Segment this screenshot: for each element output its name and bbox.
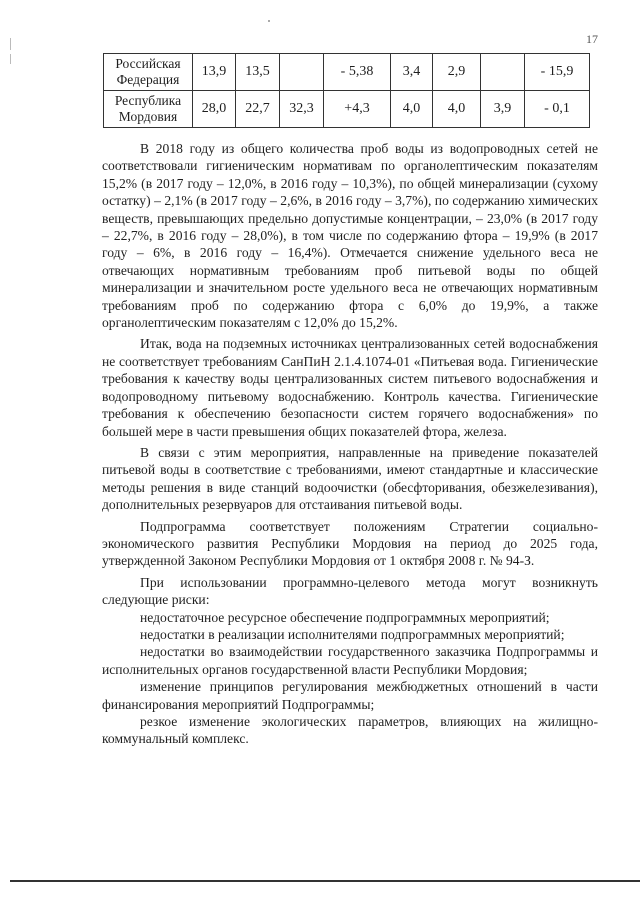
- body-text: [102, 140, 598, 748]
- scan-mark: [10, 54, 11, 64]
- table-cell: - 15,9: [525, 54, 590, 91]
- table-cell: 28,0: [193, 91, 236, 128]
- paragraph: Итак, вода на подземных источниках централизованных сетей водоснабжения не соответствует требованиям СанПиН 2.1.4.1074-01 «Питьевая вода. Гигиенические требования к качеству воды централизованных систем питьевого водоснабжения и водопроводному питьевому водоснабжению. Контроль качества. Гигиенические требования к обеспечению безопасности систем горячего водоснабжения» по большей мере в части превышения общих показателей фтора, железа.: [102, 336, 598, 439]
- list-item: недостатки во взаимодействии государственного заказчика Подпрограммы и исполнительных органов государственной власти Республики Мордовия;: [102, 644, 598, 677]
- scan-dot: [268, 20, 270, 22]
- table-cell: 3,9: [481, 91, 525, 128]
- table-cell: 2,9: [433, 54, 481, 91]
- list-item: недостаточное ресурсное обеспечение подпрограммных мероприятий;: [140, 609, 550, 625]
- table-cell: +4,3: [324, 91, 391, 128]
- table-cell: 32,3: [280, 91, 324, 128]
- table-cell: 3,4: [391, 54, 433, 91]
- paragraph: Подпрограмма соответствует положениям Стратегии социально-экономического развития Республики Мордовия на период до 2025 года, утвержденной Законом Республики Мордовия от 1 октября 2008 г. № 94-З.: [102, 518, 598, 569]
- table-cell: [481, 54, 525, 91]
- footer-line: [10, 880, 640, 882]
- table-cell: - 5,38: [324, 54, 391, 91]
- table-cell: 22,7: [236, 91, 280, 128]
- paragraph: При использовании программно-целевого метода могут возникнуть следующие риски:: [102, 574, 598, 608]
- table-row: [104, 54, 590, 91]
- table-cell: [280, 54, 324, 91]
- data-table: [103, 53, 590, 128]
- table-cell: 4,0: [391, 91, 433, 128]
- table-cell: - 0,1: [525, 91, 590, 128]
- table-cell: 13,9: [193, 54, 236, 91]
- table-cell: 13,5: [236, 54, 280, 91]
- table-row: [104, 91, 590, 128]
- list-item: резкое изменение экологических параметров, влияющих на жилищно-коммунальный комплекс.: [102, 714, 598, 747]
- table-cell-region: Республика Мордовия: [104, 91, 193, 128]
- list-item: изменение принципов регулирования межбюджетных отношений в части финансирования мероприятий Подпрограммы;: [102, 679, 598, 712]
- table-cell: 4,0: [433, 91, 481, 128]
- list-item: недостатки в реализации исполнителями подпрограммных мероприятий;: [140, 626, 565, 642]
- table-cell-region: Российская Федерация: [104, 54, 193, 91]
- scan-mark: [10, 38, 11, 50]
- paragraph: В связи с этим мероприятия, направленные на приведение показателей питьевой воды в соответствие с требованиями, имеют стандартные и классические методы решения в виде станций водоочистки (обесфторивания, обезжелезивания), дополнительных резервуаров для отстаивания питьевой воды.: [102, 444, 598, 513]
- page-number: 17: [586, 32, 598, 46]
- paragraph: В 2018 году из общего количества проб воды из водопроводных сетей не соответствовали гигиеническим нормативам по органолептическим показателям 15,2% (в 2017 году – 12,0%, в 2016 году – 10,3%), по общей минерализации (сухому остатку) – 2,1% (в 2017 году – 2,6%, в 2016 году – 3,7%), по содержанию химических веществ, превышающих предельно допустимые концентрации, – 23,0% (в 2017 году – 22,7%, в 2016 году – 28,0%), в том числе по содержанию фтора – 19,9% (в 2017 году – 6%, в 2016 году – 16,4%). Отмечается снижение удельного веса не отвечающих нормативным требованиям проб питьевой воды по общей минерализации и значительном росте удельного веса не отвечающих нормативным требованиям проб по содержанию фтора с 6,0% до 19,9%, а также органолептическим показателям с 12,0% до 15,2%.: [102, 141, 598, 331]
